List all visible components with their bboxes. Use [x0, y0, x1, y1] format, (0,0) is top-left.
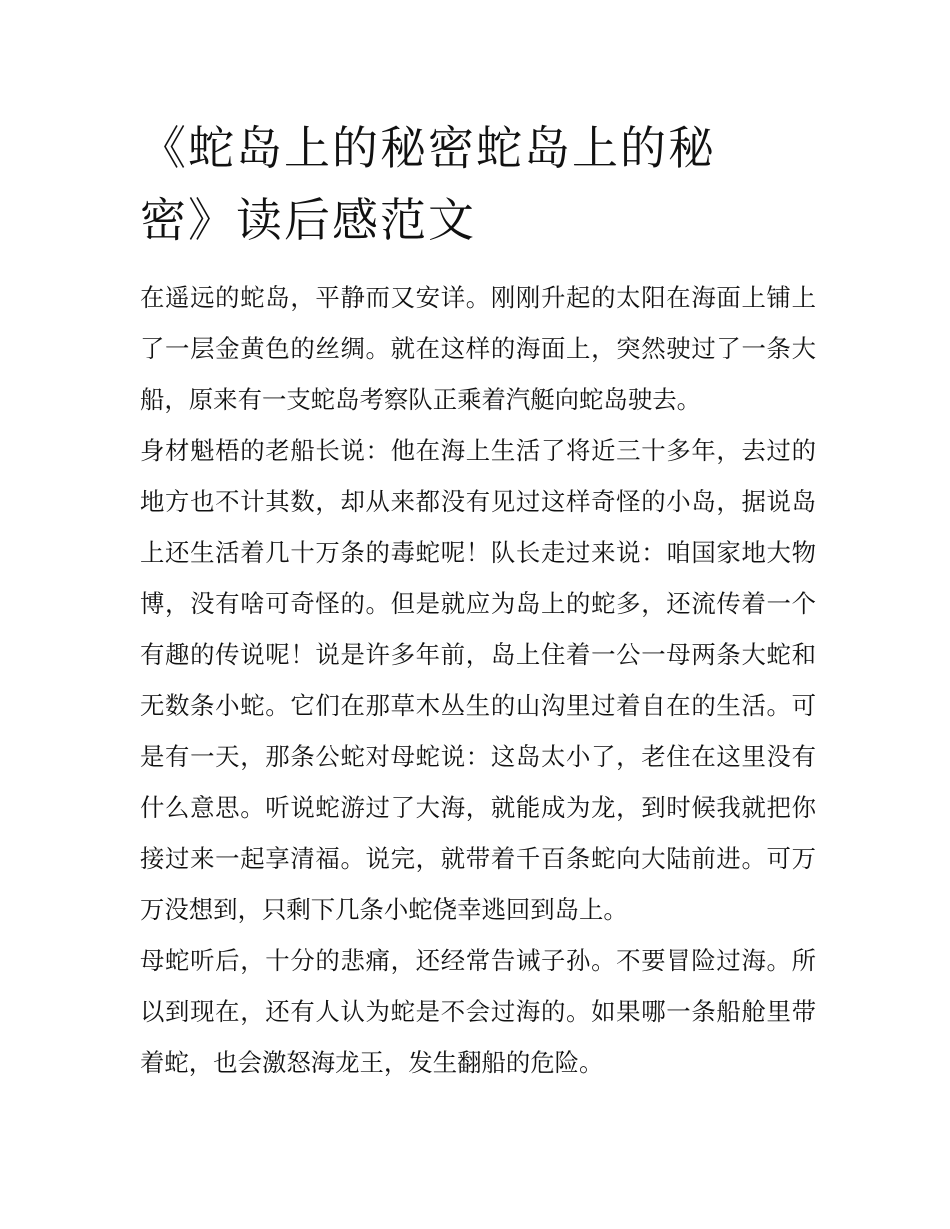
paragraph-2: 身材魁梧的老船长说：他在海上生活了将近三十多年，去过的地方也不计其数，却从来都没有见过这样奇怪的小岛，据说岛上还生活着几十万条的毒蛇呢！队长走过来说：咱国家地大物博，没有啥可奇怪的。但是就应为岛上的蛇多，还流传着一个有趣的传说呢！说是许多年前，岛上住着一公一母两条大蛇和无数条小蛇。它们在那草木丛生的山沟里过着自在的生活。可是有一天，那条公蛇对母蛇说：这岛太小了，老住在这里没有什么意思。听说蛇游过了大海，就能成为龙，到时候我就把你接过来一起享清福。说完，就带着千百条蛇向大陆前进。可万万没想到，只剩下几条小蛇侥幸逃回到岛上。 [140, 436, 816, 924]
paragraph-1: 在遥远的蛇岛，平静而又安详。刚刚升起的太阳在海面上铺上了一层金黄色的丝绸。就在这样的海面上，突然驶过了一条大船，原来有一支蛇岛考察队正乘着汽艇向蛇岛驶去。 [140, 283, 816, 414]
paragraph-3: 母蛇听后，十分的悲痛，还经常告诫子孙。不要冒险过海。所以到现在，还有人认为蛇是不会过海的。如果哪一条船舱里带着蛇，也会激怒海龙王，发生翻船的危险。 [140, 946, 816, 1077]
document-body [140, 272, 816, 1088]
document-title: 《蛇岛上的秘密蛇岛上的秘密》读后感范文 [140, 121, 716, 247]
